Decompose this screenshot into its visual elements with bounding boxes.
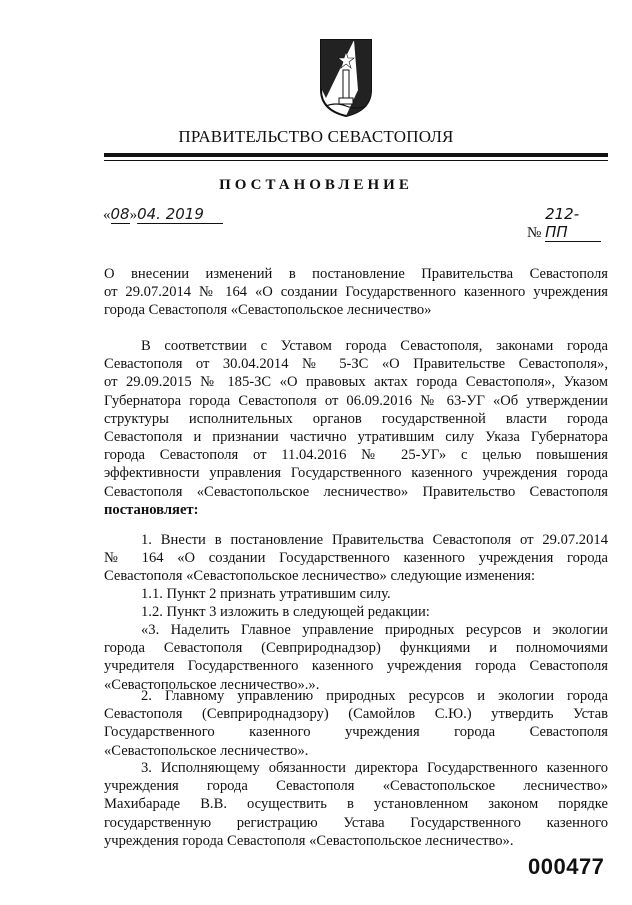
document-subject bbox=[104, 265, 608, 320]
item-1-line: № 164 «О создании Государственного казенного учреждения города bbox=[104, 550, 608, 567]
government-title: ПРАВИТЕЛЬСТВО СЕВАСТОПОЛЯ bbox=[178, 127, 454, 146]
item-2-line: Государственного казенного учреждения города Севастополя bbox=[104, 724, 608, 741]
item-2 bbox=[104, 687, 608, 760]
document-date bbox=[103, 205, 223, 224]
subject-line: О внесении изменений в постановление Правительства Севастополя bbox=[104, 266, 608, 282]
date-close-quote: » bbox=[129, 207, 138, 223]
date-open-quote: « bbox=[103, 207, 111, 223]
preamble-line: структуры исполнительных органов государственной власти города bbox=[104, 410, 608, 427]
item-3-line: государственную регистрацию Устава Государственного казенного bbox=[104, 814, 608, 831]
preamble-line: Севастополя от 30.04.2014 № 5-ЗС «О Правительстве Севастополя», bbox=[104, 356, 608, 373]
item-2-line: Севастополя (Севприроднадзору) (Самойлов С.Ю.) утвердить Устав bbox=[104, 706, 608, 723]
item-2-line: «Севастопольское лесничество». bbox=[104, 742, 309, 759]
item-1-3-line: учредителя Государственного казенного учреждения города Севастополя bbox=[104, 658, 608, 675]
number-value: 212-ПП bbox=[545, 205, 601, 242]
item-1-3-line: «3. Наделить Главное управление природных ресурсов и экологии bbox=[141, 622, 608, 638]
item-3-line: 3. Исполняющему обязанности директора Государственного казенного bbox=[141, 760, 608, 776]
preamble-line: Севастополя «Севастопольское лесничество» Правительство Севастополя bbox=[104, 483, 608, 500]
number-prefix: № bbox=[527, 225, 546, 241]
document-type: ПОСТАНОВЛЕНИЕ bbox=[219, 177, 413, 193]
resolves-keyword: постановляет: bbox=[104, 501, 199, 518]
item-1 bbox=[104, 531, 608, 586]
item-1-3 bbox=[104, 621, 608, 694]
date-day: 08 bbox=[110, 205, 130, 223]
serial-number: 000477 bbox=[528, 854, 605, 879]
subject-line: города Севастополя «Севастопольское лесничество» bbox=[104, 302, 432, 319]
preamble-line: Севастополя и признании частично утратившим силу Указа Губернатора bbox=[104, 429, 608, 446]
item-1-2: 1.2. Пункт 3 изложить в следующей редакции: bbox=[141, 604, 430, 620]
subject-line: от 29.07.2014 № 164 «О создании Государственного казенного учреждения bbox=[104, 284, 608, 301]
item-1-3-line: города Севастополя (Севприроднадзор) функциями и полномочиями bbox=[104, 640, 608, 657]
header-rule-thick bbox=[104, 153, 608, 157]
preamble-line: Губернатора города Севастополя от 06.09.2016 № 63-УГ «Об утверждении bbox=[104, 392, 608, 409]
preamble-line: от 29.09.2015 № 185-ЗС «О правовых актах города Севастополя», Указом bbox=[104, 374, 608, 391]
item-3-line: учреждения города Севастополя «Севастопольское лесничество». bbox=[104, 832, 514, 849]
item-1-line: 1. Внести в постановление Правительства Севастополя от 29.07.2014 bbox=[141, 532, 608, 548]
item-1-line: Севастополя «Севастопольское лесничество» следующие изменения: bbox=[104, 568, 536, 585]
header-rule-thin bbox=[104, 160, 608, 161]
item-1-3-line: «Севастопольское лесничество».». bbox=[104, 676, 320, 693]
preamble-line: В соответствии с Уставом города Севастополя, законами города bbox=[141, 338, 608, 354]
item-3-line: Махибараде В.В. осуществить в установленном законом порядке bbox=[104, 796, 608, 813]
preamble bbox=[104, 337, 608, 519]
item-1-1: 1.1. Пункт 2 признать утратившим силу. bbox=[141, 586, 391, 602]
sevastopol-coat-of-arms-icon bbox=[318, 38, 374, 118]
item-3 bbox=[104, 759, 608, 850]
document-number bbox=[527, 205, 601, 242]
item-3-line: учреждения города Севастополя «Севастопольское лесничество» bbox=[104, 778, 608, 795]
date-month-year: 04. 2019 bbox=[137, 205, 223, 224]
item-2-line: 2. Главному управлению природных ресурсов и экологии города bbox=[141, 688, 608, 704]
preamble-line: города Севастополя от 11.04.2016 № 25-УГ» с целью повышения bbox=[104, 447, 608, 464]
preamble-line: эффективности управления Государственного казенного учреждения города bbox=[104, 465, 608, 482]
